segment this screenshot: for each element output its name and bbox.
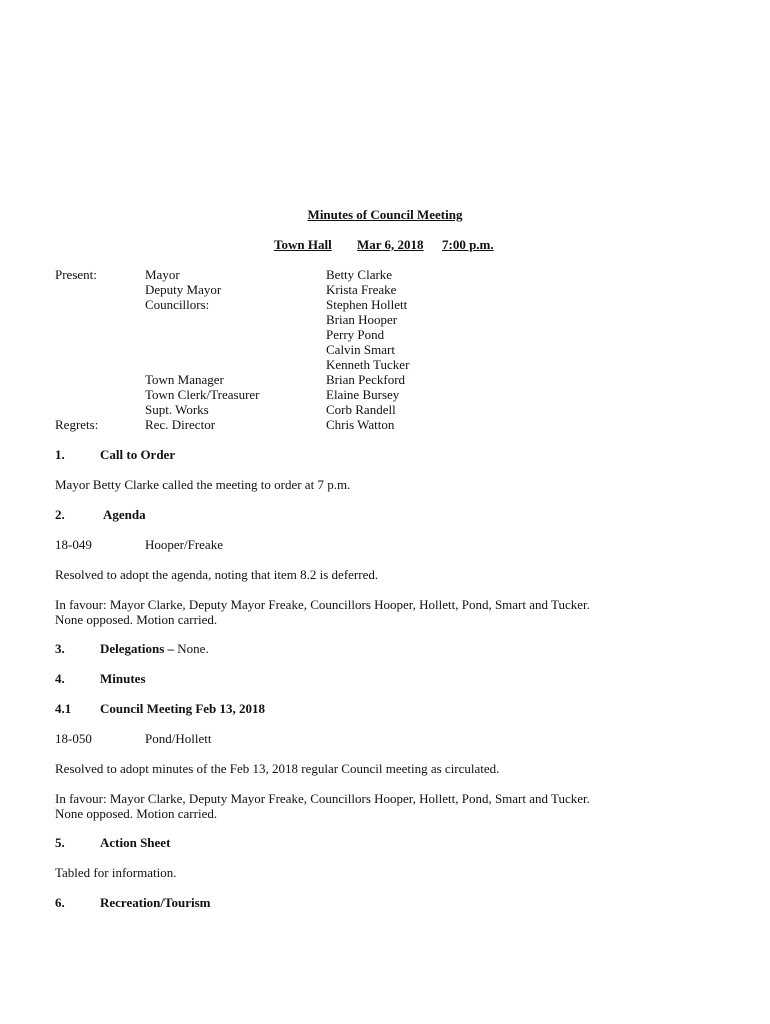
section-heading-council-meeting: Council Meeting Feb 13, 2018 bbox=[100, 701, 266, 716]
role-item: Mayor bbox=[145, 267, 180, 282]
role-item bbox=[145, 342, 260, 357]
name-item: Stephen Hollett bbox=[326, 297, 408, 312]
regrets-label: Regrets: bbox=[55, 417, 99, 432]
attendance-names bbox=[326, 267, 409, 432]
document-title: Minutes of Council Meeting bbox=[307, 207, 463, 222]
vote-in-favour: In favour: Mayor Clarke, Deputy Mayor Freake, Councillors Hooper, Hollett, Pond, Smart and Tucker. bbox=[55, 597, 590, 612]
section-number: 1. bbox=[55, 447, 65, 462]
section-number: 5. bbox=[55, 835, 65, 850]
attendance-roles bbox=[145, 267, 260, 432]
name-item: Betty Clarke bbox=[326, 267, 393, 282]
section-heading-delegations: Delegations – bbox=[100, 641, 175, 656]
name-item: Chris Watton bbox=[326, 417, 395, 432]
name-item: Elaine Bursey bbox=[326, 387, 400, 402]
section-heading-call-to-order: Call to Order bbox=[100, 447, 176, 462]
meeting-location: Town Hall bbox=[274, 237, 332, 252]
motion-resolution: Resolved to adopt minutes of the Feb 13, 2018 regular Council meeting as circulated. bbox=[55, 761, 500, 776]
role-item: Town Manager bbox=[145, 372, 224, 387]
section-text: Tabled for information. bbox=[55, 865, 177, 880]
role-item: Councillors: bbox=[145, 297, 210, 312]
motion-movers: Hooper/Freake bbox=[145, 537, 223, 552]
role-item: Supt. Works bbox=[145, 402, 209, 417]
meeting-date: Mar 6, 2018 bbox=[357, 237, 424, 252]
present-label: Present: bbox=[55, 267, 97, 282]
section-number: 2. bbox=[55, 507, 65, 522]
vote-result: None opposed. Motion carried. bbox=[55, 612, 218, 627]
name-item: Brian Peckford bbox=[326, 372, 406, 387]
name-item: Krista Freake bbox=[326, 282, 397, 297]
section-heading-action-sheet: Action Sheet bbox=[100, 835, 171, 850]
name-item: Perry Pond bbox=[326, 327, 385, 342]
section-heading-recreation-tourism: Recreation/Tourism bbox=[100, 895, 211, 910]
name-item: Kenneth Tucker bbox=[326, 357, 410, 372]
section-heading-agenda: Agenda bbox=[103, 507, 146, 522]
section-text: Mayor Betty Clarke called the meeting to order at 7 p.m. bbox=[55, 477, 351, 492]
motion-number: 18-049 bbox=[55, 537, 92, 552]
role-item bbox=[145, 357, 260, 372]
meeting-time: 7:00 p.m. bbox=[442, 237, 494, 252]
section-text: None. bbox=[174, 641, 209, 656]
section-heading-minutes: Minutes bbox=[100, 671, 146, 686]
vote-in-favour: In favour: Mayor Clarke, Deputy Mayor Freake, Councillors Hooper, Hollett, Pond, Smart and Tucker. bbox=[55, 791, 590, 806]
vote-result: None opposed. Motion carried. bbox=[55, 806, 218, 821]
section-number: 6. bbox=[55, 895, 65, 910]
motion-number: 18-050 bbox=[55, 731, 92, 746]
role-item bbox=[145, 327, 260, 342]
section-number: 4. bbox=[55, 671, 65, 686]
name-item: Brian Hooper bbox=[326, 312, 398, 327]
motion-resolution: Resolved to adopt the agenda, noting that item 8.2 is deferred. bbox=[55, 567, 379, 582]
section-delegations bbox=[100, 641, 209, 656]
role-item bbox=[145, 312, 260, 327]
section-number: 3. bbox=[55, 641, 65, 656]
motion-movers: Pond/Hollett bbox=[145, 731, 212, 746]
role-item: Town Clerk/Treasurer bbox=[145, 387, 260, 402]
role-item: Deputy Mayor bbox=[145, 282, 222, 297]
section-number: 4.1 bbox=[55, 701, 72, 716]
name-item: Calvin Smart bbox=[326, 342, 395, 357]
role-item: Rec. Director bbox=[145, 417, 216, 432]
name-item: Corb Randell bbox=[326, 402, 396, 417]
